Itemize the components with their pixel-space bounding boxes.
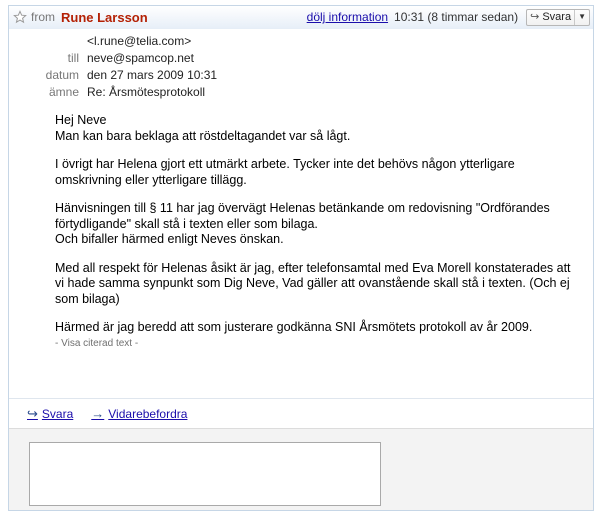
reply-arrow-icon: ↪ bbox=[530, 10, 540, 23]
meta-row-date bbox=[13, 67, 593, 84]
meta-row-to bbox=[13, 50, 593, 67]
show-quoted-text-toggle[interactable]: - Visa citerad text - bbox=[55, 337, 139, 349]
compose-textarea[interactable] bbox=[29, 442, 381, 506]
chevron-down-icon[interactable]: ▼ bbox=[578, 12, 586, 21]
forward-arrow-icon: → bbox=[91, 406, 105, 421]
body-paragraph: Med all respekt för Helenas åsikt är jag, efter telefonsamtal med Eva Morell konstaterades att vi hade samma synpunkt som Dig Neve, Vad gäller att ovanstående skall stå i texten. (Och ej som bilaga) bbox=[55, 260, 571, 306]
body-paragraph: Hänvisningen till § 11 har jag övervägt Helenas betänkande om redovisning "Ordförandes förtydligande" skall stå i texten eller som bilaga. bbox=[55, 201, 550, 231]
body-paragraph: Härmed är jag beredd att som justerare godkänna SNI Årsmötets protokoll av år 2009. bbox=[55, 320, 533, 334]
button-divider bbox=[574, 10, 575, 25]
meta-row-sender-email bbox=[13, 33, 593, 50]
meta-value-subject: Re: Årsmötesprotokoll bbox=[87, 85, 206, 99]
message-body bbox=[9, 101, 593, 351]
meta-key-blank bbox=[13, 33, 87, 50]
from-label: from bbox=[31, 10, 55, 24]
body-paragraph: Man kan bara beklaga att röstdeltagandet var så lågt. bbox=[55, 128, 351, 143]
sender-email: <l.rune@telia.com> bbox=[87, 34, 192, 48]
message-frame bbox=[8, 5, 594, 511]
meta-value-to: neve@spamcop.net bbox=[87, 51, 194, 65]
meta-key-date: datum bbox=[45, 68, 79, 82]
reply-button-label: Svara bbox=[542, 11, 572, 23]
sender-name[interactable]: Rune Larsson bbox=[61, 9, 148, 25]
message-timestamp: 10:31 (8 timmar sedan) bbox=[394, 10, 519, 24]
header-right-controls bbox=[307, 6, 590, 28]
compose-panel bbox=[9, 428, 593, 510]
forward-link[interactable] bbox=[91, 406, 187, 421]
reply-link[interactable] bbox=[27, 406, 73, 422]
message-header bbox=[9, 6, 593, 29]
reply-button[interactable] bbox=[526, 9, 590, 26]
body-paragraph: Och bifaller härmed enligt Neves önskan. bbox=[55, 232, 284, 246]
star-icon[interactable] bbox=[13, 10, 27, 24]
reply-link-label: Svara bbox=[41, 406, 74, 421]
message-actions bbox=[9, 398, 593, 428]
forward-link-label: Vidarebefordra bbox=[108, 406, 188, 421]
message-meta bbox=[9, 33, 593, 101]
body-paragraph: I övrigt har Helena gjort ett utmärkt arbete. Tycker inte det behövs någon ytterligare omskrivning eller ytterligare tillägg. bbox=[55, 157, 515, 187]
hide-details-link[interactable]: dölj information bbox=[306, 10, 389, 24]
meta-row-subject bbox=[13, 84, 593, 101]
body-paragraph: Hej Neve bbox=[55, 113, 107, 127]
meta-key-to: till bbox=[67, 51, 79, 65]
meta-value-date: den 27 mars 2009 10:31 bbox=[87, 68, 218, 82]
reply-arrow-icon: ↪ bbox=[27, 405, 38, 421]
meta-key-subject: ämne bbox=[48, 85, 79, 99]
